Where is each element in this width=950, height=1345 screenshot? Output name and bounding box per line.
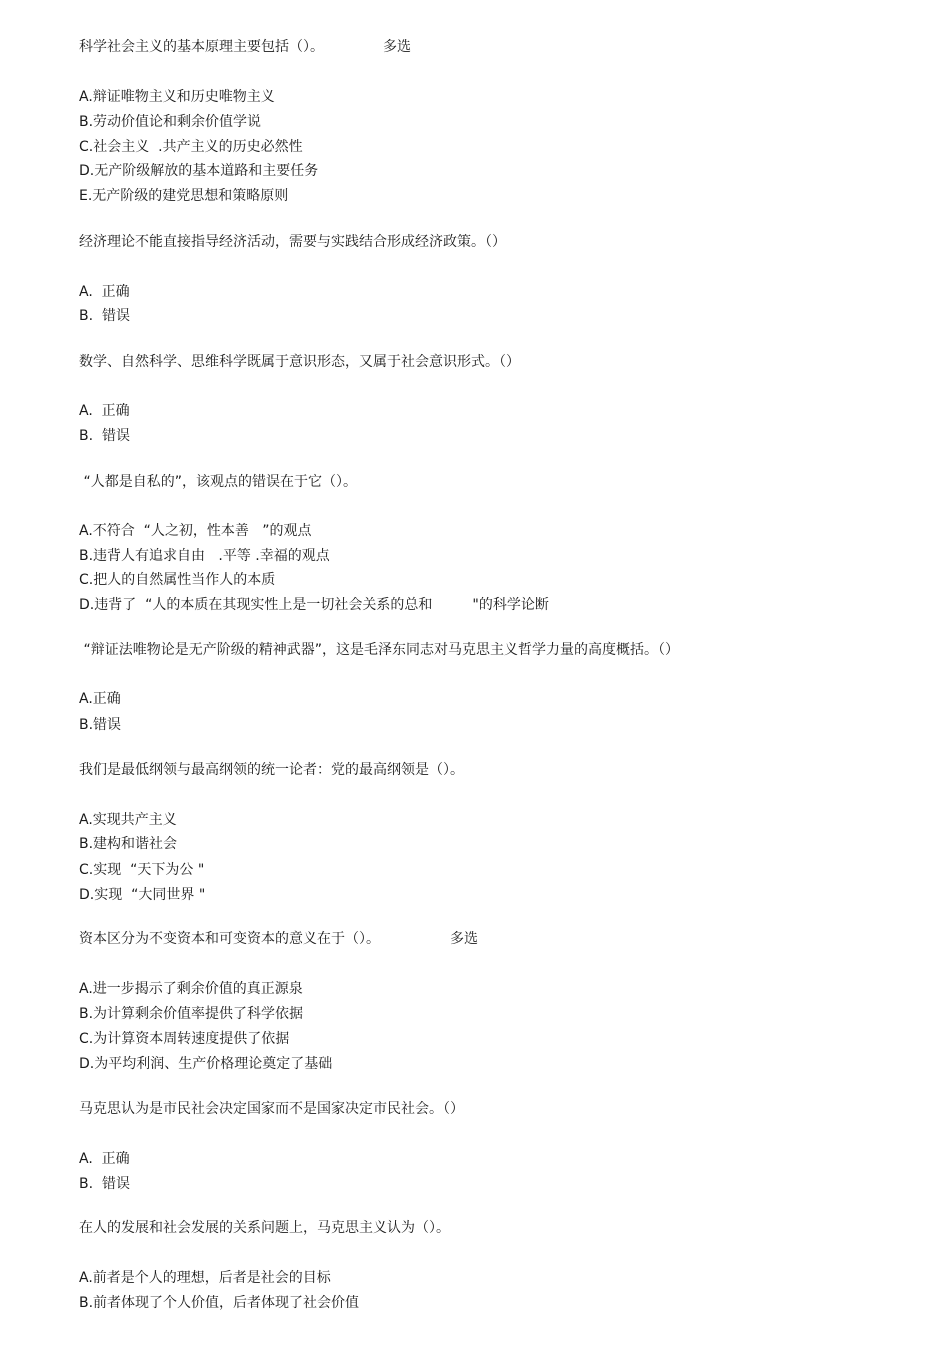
question-stem: 马克思认为是市民社会决定国家而不是国家决定市民社会。（） [79,1101,464,1117]
option-line: A.实现共产主义 [79,812,177,828]
option-line: B.错误 [79,717,122,733]
option-line: C.为计算资本周转速度提供了依据 [79,1031,290,1047]
option-line: A.正确 [79,691,121,707]
option-line: D.实现 “大同世界 " [79,887,206,903]
question-type-tag: 多选 [383,39,411,55]
question-stem: 科学社会主义的基本原理主要包括（）。 [79,39,324,55]
question-stem: “人都是自私的”，该观点的错误在于它（）。 [79,474,357,490]
option-line: B.劳动价值论和剩余价值学说 [79,114,262,130]
option-line: B.前者体现了个人价值，后者体现了社会价值 [79,1295,360,1311]
question-type-tag: 多选 [450,931,478,947]
option-line: A.辩证唯物主义和历史唯物主义 [79,89,275,105]
option-line: B.为计算剩余价值率提供了科学依据 [79,1006,304,1022]
option-line: D.为平均利润、生产价格理论奠定了基础 [79,1056,333,1072]
question-stem: “辩证法唯物论是无产阶级的精神武器”，这是毛泽东同志对马克思主义哲学力量的高度概括。（） [79,642,679,658]
option-line: B.违背人有追求自由 .平等 .幸福的观点 [79,548,330,564]
option-line: A.进一步揭示了剩余价值的真正源泉 [79,981,303,997]
question-stem: 在人的发展和社会发展的关系问题上，马克思主义认为（）。 [79,1220,450,1236]
question-stem: 资本区分为不变资本和可变资本的意义在于（）。 [79,931,380,947]
question-stem: 经济理论不能直接指导经济活动，需要与实践结合形成经济政策。（） [79,234,506,250]
question-stem: 我们是最低纲领与最高纲领的统一论者：党的最高纲领是（）。 [79,762,464,778]
option-line: D.无产阶级解放的基本道路和主要任务 [79,163,319,179]
option-line: A. 正确 [79,403,130,419]
option-line: B.建构和谐社会 [79,836,178,852]
option-line: B. 错误 [79,1176,130,1192]
option-line: E.无产阶级的建党思想和策略原则 [79,188,289,204]
option-line: A. 正确 [79,1151,130,1167]
option-line: C.实现 “天下为公 " [79,862,205,878]
option-line: A.不符合 “人之初，性本善 ”的观点 [79,523,312,539]
question-stem: 数学、自然科学、思维科学既属于意识形态，又属于社会意识形式。（） [79,354,520,370]
option-line: C.社会主义 .共产主义的历史必然性 [79,139,303,155]
option-line: A. 正确 [79,284,130,300]
option-line: B. 错误 [79,308,130,324]
option-line: C.把人的自然属性当作人的本质 [79,572,276,588]
option-line: D.违背了 “人的本质在其现实性上是一切社会关系的总和 "的科学论断 [79,597,549,613]
option-line: B. 错误 [79,428,130,444]
option-line: A.前者是个人的理想，后者是社会的目标 [79,1270,331,1286]
